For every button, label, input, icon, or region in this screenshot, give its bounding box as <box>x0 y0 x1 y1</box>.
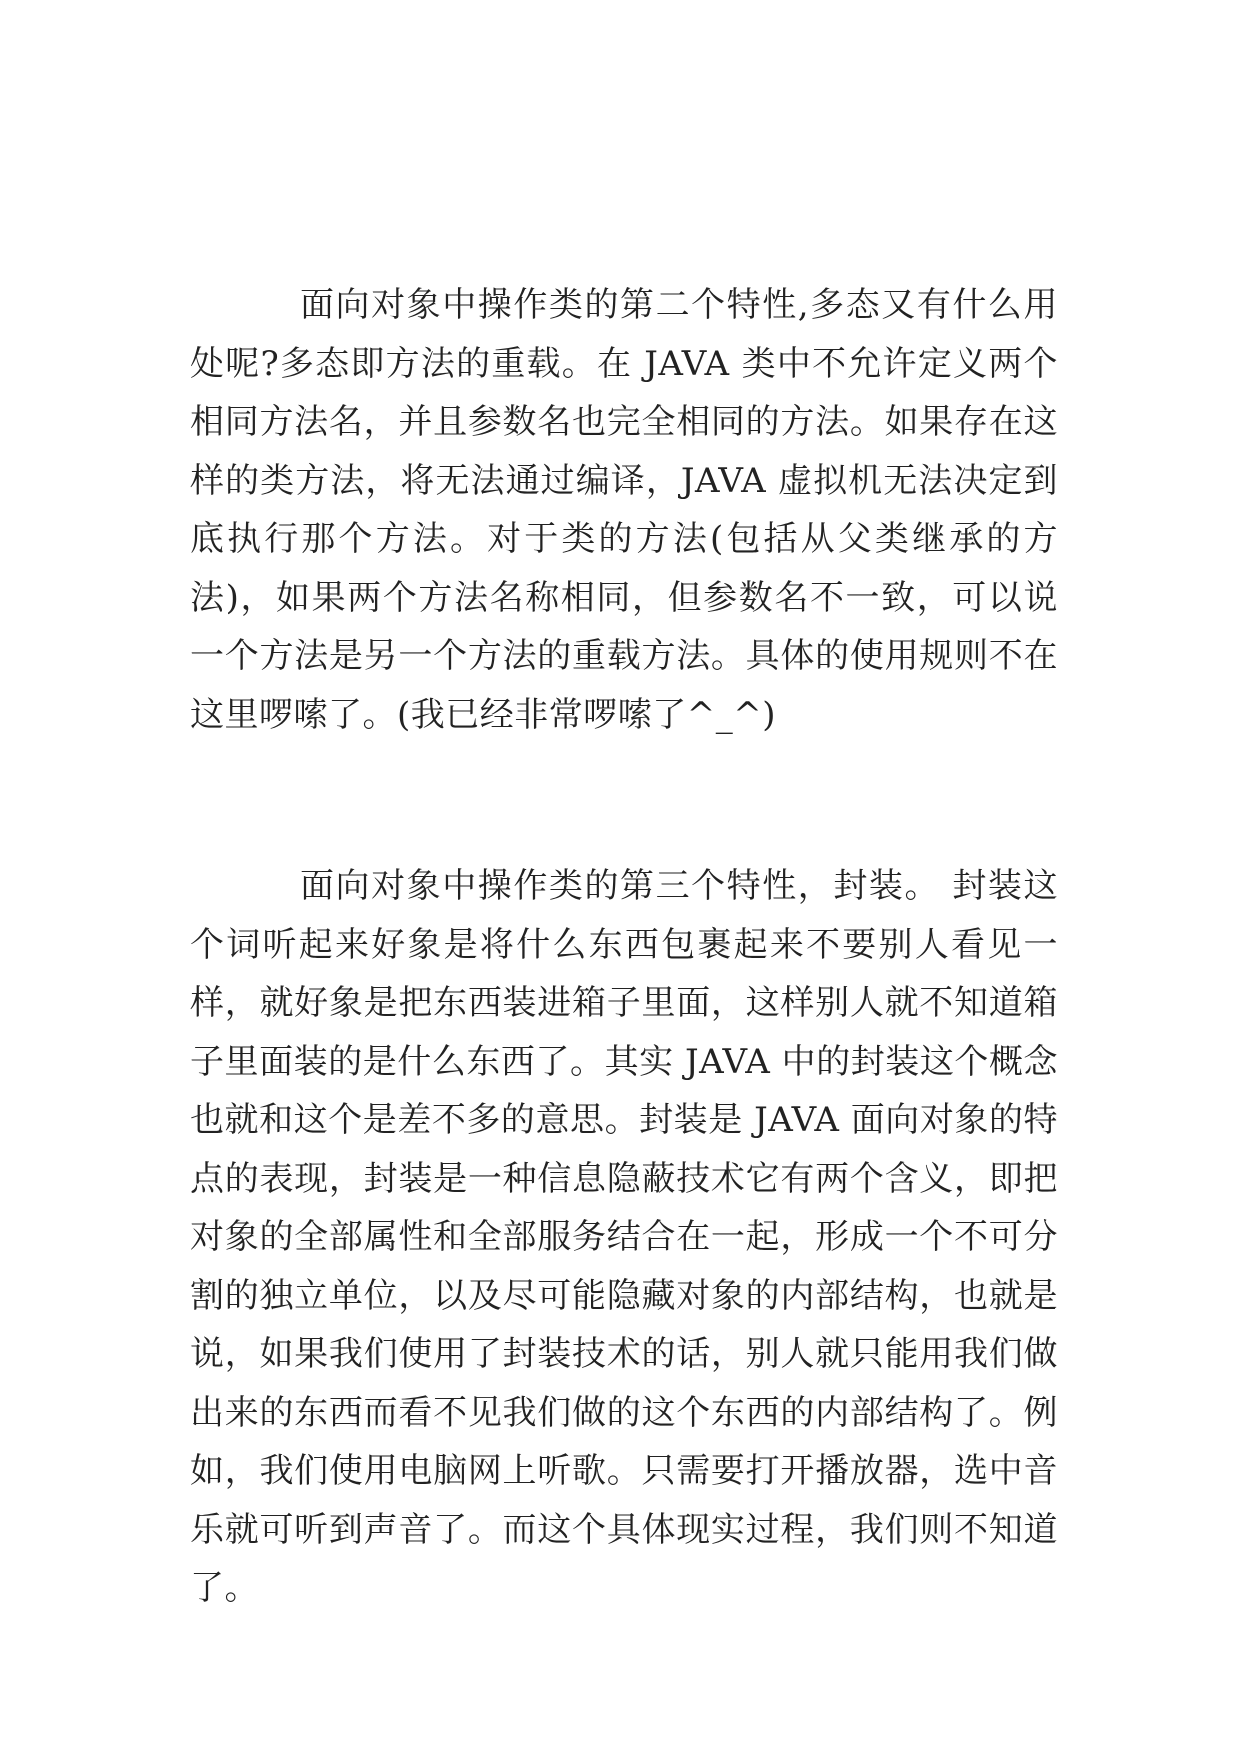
paragraph-encapsulation: 面向对象中操作类的第三个特性，封装。 封装这个词听起来好象是将什么东西包裹起来不要别人看见一样，就好象是把东西装进箱子里面，这样别人就不知道箱子里面装的是什么东西了。其实 JAVA 中的封装这个概念也就和这个是差不多的意思。封装是 JAVA 面向对象的特点的表现，封装是一种信息隐蔽技术它有两个含义，即把对象的全部属性和全部服务结合在一起，形成一个不可分割的独立单位，以及尽可能隐藏对象的内部结构，也就是说，如果我们使用了封装技术的话，别人就只能用我们做出来的东西而看不见我们做的这个东西的内部结构了。例如，我们使用电脑网上听歌。只需要打开播放器，选中音乐就可听到声音了。而这个具体现实过程，我们则不知道了。 <box>190 866 1058 1608</box>
paragraph-polymorphism: 面向对象中操作类的第二个特性,多态又有什么用处呢?多态即方法的重载。在 JAVA 类中不允许定义两个相同方法名，并且参数名也完全相同的方法。如果存在这样的类方法，将无法通过编译，JAVA 虚拟机无法决定到底执行那个方法。对于类的方法(包括从父类继承的方法)，如果两个方法名称相同，但参数名不一致，可以说一个方法是另一个方法的重载方法。具体的使用规则不在这里啰嗦了。(我已经非常啰嗦了^_^) <box>190 285 1058 735</box>
